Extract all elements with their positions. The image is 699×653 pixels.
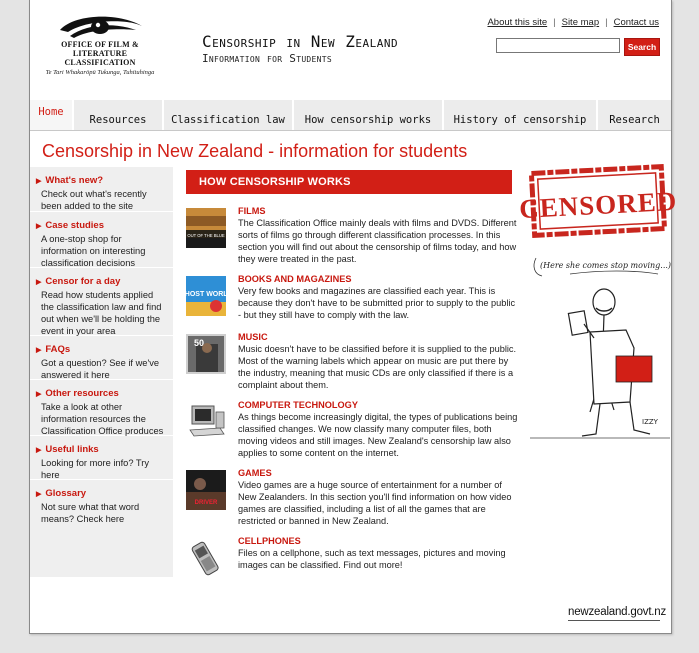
cellphone-icon[interactable] — [186, 538, 226, 578]
site-map-link[interactable]: Site map — [561, 17, 600, 28]
page-container — [29, 0, 678, 634]
tab-label: History of censorship — [453, 114, 587, 126]
sidebar-desc: Got a question? See if we've answered it here — [41, 358, 160, 380]
content-item-cellphones — [186, 536, 516, 576]
cartoon-illustration — [530, 252, 670, 442]
sidebar-desc: Take a look at other information resources the Classification Office produces — [41, 402, 164, 436]
sidebar-item-faqs — [30, 336, 173, 380]
nzgovt-logo[interactable]: newzealand.govt.nz — [568, 606, 667, 618]
item-description: Files on a cellphone, such as text messages, pictures and moving images can be classified. Find out more! — [238, 548, 506, 570]
ofLC-logo[interactable] — [40, 10, 160, 82]
about-site-link[interactable]: About this site — [487, 17, 548, 28]
section-header: HOW CENSORSHIP WORKS — [186, 170, 512, 194]
arrow-right-icon: ▶ — [36, 279, 42, 286]
cellphones-link[interactable]: CELLPHONES — [238, 536, 301, 546]
page-title: Censorship in New Zealand - information for students — [42, 141, 468, 161]
item-description: Music doesn't have to be classified before it is supplied to the public. Most of the warning labels which appear on music are put there by the industry, meaning that music CDs are only classified if there is a complaint about them. — [238, 344, 517, 390]
separator: | — [605, 17, 608, 28]
sidebar-item-case-studies — [30, 212, 173, 268]
stamp-text: CENSORED — [518, 185, 678, 225]
sidebar-link-label: Other resources — [45, 388, 119, 399]
thumb-text: GHOST WORLD — [179, 291, 233, 298]
tab-research[interactable] — [598, 100, 671, 130]
arrow-right-icon: ▶ — [36, 178, 42, 185]
sidebar-link[interactable] — [36, 488, 86, 499]
content-item-films — [186, 206, 516, 266]
main-nav — [30, 100, 671, 131]
arrow-right-icon: ▶ — [36, 347, 42, 354]
signature-text: IZZY — [642, 418, 658, 426]
games-link[interactable]: GAMES — [238, 468, 272, 478]
game-cover-thumbnail[interactable] — [186, 470, 226, 510]
site-subtitle: Information for Students — [202, 52, 333, 65]
sidebar-link[interactable] — [36, 444, 99, 455]
contact-us-link[interactable]: Contact us — [613, 17, 659, 28]
sidebar-link[interactable] — [36, 344, 70, 355]
tab-home[interactable] — [30, 100, 74, 130]
sidebar — [30, 167, 173, 577]
sidebar-link[interactable] — [36, 388, 119, 399]
cd-cover-thumbnail[interactable] — [186, 334, 226, 374]
item-description: Very few books and magazines are classified each year. This is because they don't have to be submitted prior to supply to the public - but they still have to comply with the law. — [238, 286, 516, 320]
tab-history-of-censorship[interactable] — [444, 100, 598, 130]
item-description: As things become increasingly digital, the types of publications being classified changes. We now classify many computer files, both moving videos and still images. New Zealand's censorship law also applies to some content on the internet. — [238, 412, 518, 458]
sidebar-item-whats-new — [30, 167, 173, 212]
tab-classification-law[interactable] — [164, 100, 294, 130]
sidebar-desc: Looking for more info? Try here — [41, 458, 149, 480]
search-input[interactable] — [496, 38, 620, 53]
sidebar-link-label: Useful links — [45, 444, 99, 455]
sidebar-item-censor-for-a-day — [30, 268, 173, 336]
thumb-text: DRIVER — [194, 500, 218, 506]
books-magazines-link[interactable]: BOOKS AND MAGAZINES — [238, 274, 352, 284]
utility-links — [487, 17, 659, 28]
tab-label: Resources — [89, 114, 147, 126]
item-description: Video games are a huge source of entertainment for a number of New Zealanders. In this section you'll find information on how video games are classified, including a list of all the games that are restricted or banned in New Zealand. — [238, 480, 512, 526]
logo-maori-name: Te Tari Whakarōpū Tukunga, Tuhituhinga — [45, 69, 155, 76]
eye-logo-icon — [56, 10, 144, 40]
book-cover-thumbnail[interactable] — [179, 276, 233, 316]
tab-label: How censorship works — [304, 114, 432, 126]
sidebar-link[interactable] — [36, 175, 103, 186]
sidebar-item-glossary — [30, 480, 173, 525]
sidebar-link-label: What's new? — [45, 175, 104, 186]
sidebar-link-label: Glossary — [45, 488, 87, 499]
arrow-right-icon: ▶ — [36, 223, 42, 230]
content-item-books — [179, 274, 516, 324]
sidebar-desc: Not sure what that word means? Check here — [41, 502, 140, 524]
sidebar-link-label: FAQs — [45, 344, 71, 355]
film-dvd-thumbnail[interactable] — [186, 208, 226, 248]
sidebar-item-useful-links — [30, 436, 173, 480]
search-button[interactable]: Search — [624, 38, 660, 56]
computer-icon[interactable] — [186, 402, 226, 442]
sidebar-link-label: Case studies — [45, 220, 105, 231]
tab-label: Classification law — [171, 114, 285, 126]
sidebar-item-other-resources — [30, 380, 173, 436]
sidebar-desc: Check out what's recently been added to the site — [41, 189, 147, 211]
sidebar-desc: Read how students applied the classification law and find out when we'll be holding the event in your area — [41, 290, 162, 336]
speech-text: (Here she comes stop moving...) — [540, 261, 672, 270]
tab-label: Research — [609, 114, 660, 126]
tab-how-censorship-works[interactable] — [294, 100, 444, 130]
censored-stamp-image — [518, 164, 678, 240]
computer-technology-link[interactable]: COMPUTER TECHNOLOGY — [238, 400, 358, 410]
sidebar-desc: A one-stop shop for information on interesting classification decisions — [41, 234, 146, 268]
arrow-right-icon: ▶ — [36, 391, 42, 398]
music-link[interactable]: MUSIC — [238, 332, 268, 342]
site-title: Censorship in New Zealand — [202, 32, 399, 51]
arrow-right-icon: ▶ — [36, 491, 42, 498]
tab-resources[interactable] — [74, 100, 164, 130]
tab-label: Home — [38, 106, 64, 118]
sidebar-link[interactable] — [36, 276, 120, 287]
sidebar-link-label: Censor for a day — [45, 276, 121, 287]
sidebar-link[interactable] — [36, 220, 104, 231]
separator: | — [553, 17, 556, 28]
thumb-text: OUT OF THE BLUE — [187, 233, 225, 238]
content-item-games — [186, 468, 516, 528]
footer-underline — [568, 620, 660, 621]
arrow-right-icon: ▶ — [36, 447, 42, 454]
content-item-computer — [186, 400, 516, 460]
item-description: The Classification Office mainly deals with films and DVDS. Different sorts of films go through different classification processes. In this section you will find out about the censorship of films today, and how they were treated in the past. — [238, 218, 517, 264]
films-link[interactable]: FILMS — [238, 206, 266, 216]
logo-org-name: OFFICE OF FILM & LITERATURE CLASSIFICATION — [61, 40, 139, 67]
content-item-music — [186, 332, 516, 392]
thumb-text: 50 — [194, 338, 205, 348]
